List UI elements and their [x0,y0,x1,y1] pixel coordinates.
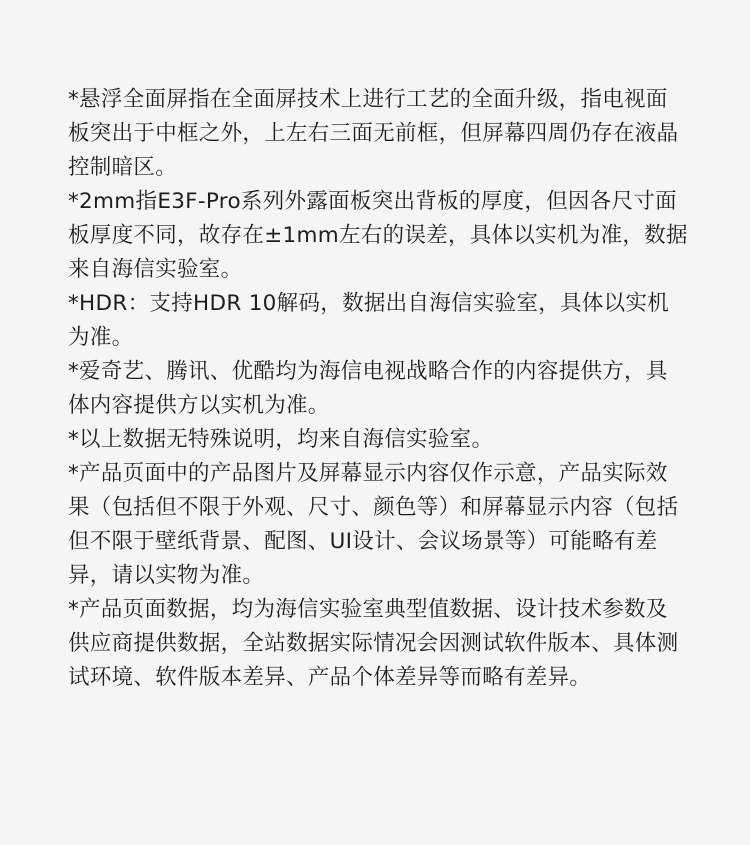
note-data-source: *以上数据无特殊说明，均来自海信实验室。 [68,427,494,452]
note-hdr: *HDR：支持HDR 10解码，数据出自海信实验室，具体以实机为准。 [68,291,670,350]
disclaimer-notes [68,83,688,695]
note-panel-thickness: *2mm指E3F-Pro系列外露面板突出背板的厚度，但因各尺寸面板厚度不同，故存在±1mm左右的误差，具体以实机为准，数据来自海信实验室。 [68,189,688,282]
note-product-images: *产品页面中的产品图片及屏幕显示内容仅作示意，产品实际效果（包括但不限于外观、尺寸、颜色等）和屏幕显示内容（包括但不限于壁纸背景、配图、UI设计、会议场景等）可能略有差异，请以实物为准。 [68,461,679,588]
note-content-providers: *爱奇艺、腾讯、优酷均为海信电视战略合作的内容提供方，具体内容提供方以实机为准。 [68,359,668,418]
note-floating-screen: *悬浮全面屏指在全面屏技术上进行工艺的全面升级，指电视面板突出于中框之外，上左右三面无前框，但屏幕四周仍存在液晶控制暗区。 [68,87,679,180]
note-product-data: *产品页面数据，均为海信实验室典型值数据、设计技术参数及供应商提供数据，全站数据实际情况会因测试软件版本、具体测试环境、软件版本差异、产品个体差异等而略有差异。 [68,597,679,690]
